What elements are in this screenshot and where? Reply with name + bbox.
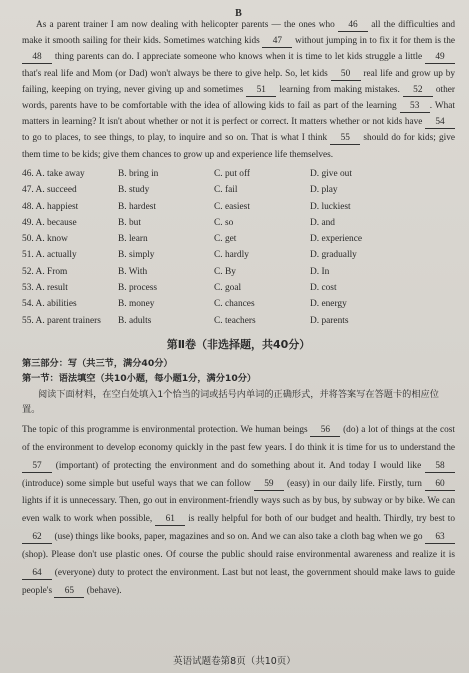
answer-blank[interactable]: 49 (425, 52, 455, 64)
grammar-fill-passage (22, 422, 455, 601)
option-choice: D. cost (310, 283, 337, 294)
option-choice: 52. A. From (22, 266, 68, 277)
option-choice: 46. A. take away (22, 168, 85, 179)
part-3-section-1-title: 第一节：语法填空（共10小题，每小题1分，满分10分） (22, 372, 257, 384)
option-choice: B. bring in (118, 168, 159, 179)
answer-blank[interactable]: 60 (425, 479, 455, 491)
cloze-passage (22, 17, 455, 163)
option-choice: D. parents (310, 315, 349, 326)
option-choice: 55. A. parent trainers (22, 315, 101, 326)
option-choice: D. In (310, 266, 330, 277)
answer-blank[interactable]: 48 (22, 52, 52, 64)
answer-blank[interactable]: 55 (330, 133, 360, 145)
option-row (22, 280, 455, 296)
passage-text: learning from making mistakes. (276, 84, 403, 95)
option-choice: B. learn (118, 234, 148, 245)
passage-text: to go to places, to see things, to play, to inquire and so on. That is what I think (22, 133, 331, 144)
option-choice: C. easiest (214, 201, 250, 212)
passage-text: The topic of this programme is environmental protection. We human beings (22, 424, 311, 435)
answer-blank[interactable]: 50 (331, 69, 361, 81)
section-2-title: 第Ⅱ卷（非选择题，共40分） (166, 337, 311, 351)
option-choice: 48. A. happiest (22, 201, 79, 212)
option-choice: D. luckiest (310, 201, 351, 212)
answer-blank[interactable]: 57 (22, 461, 52, 473)
passage-text: without jumping in to fix it for them is the (292, 36, 455, 47)
options-table (22, 166, 455, 329)
passage-text: (introduce) some simple but useful ways that we can follow (22, 478, 254, 489)
passage-text: is really helpful for both of our budget and health. Thirdly, try best to (185, 514, 456, 525)
option-choice: D. give out (310, 168, 352, 179)
option-choice: B. With (118, 266, 148, 277)
part-3-title: 第三部分：写（共三节，满分40分） (22, 357, 173, 369)
option-choice: 54. A. abilities (22, 299, 77, 310)
answer-blank[interactable]: 52 (403, 85, 433, 97)
answer-blank[interactable]: 53 (400, 101, 430, 113)
answer-blank[interactable]: 56 (310, 425, 340, 437)
passage-text: (important) of protecting the environment and do something about it. And today I would like (52, 460, 425, 471)
option-row (22, 215, 455, 231)
option-choice: B. simply (118, 250, 155, 261)
option-choice: 50. A. know (22, 234, 68, 245)
option-row (22, 166, 455, 182)
answer-blank[interactable]: 61 (155, 514, 185, 526)
answer-blank[interactable]: 47 (262, 36, 292, 48)
passage-text: lights if it is unnecessary. Then, go out in environment-friendly ways such as by bus, by subway or by bike. We can even walk to work when possible, (22, 496, 455, 525)
option-row (22, 198, 455, 214)
section-letter: B (235, 8, 242, 19)
option-choice: D. experience (310, 234, 363, 245)
answer-blank[interactable]: 54 (425, 117, 455, 129)
page-footer: 英语试题卷第8页（共10页） (173, 656, 296, 667)
option-choice: B. study (118, 185, 150, 196)
option-choice: D. energy (310, 299, 347, 310)
passage-text: thing parents can do. I appreciate someone who knows when it is time to let kids struggle a little (52, 52, 425, 63)
option-choice: B. money (118, 299, 155, 310)
option-choice: B. process (118, 283, 158, 294)
option-choice: C. teachers (214, 315, 256, 326)
option-row (22, 296, 455, 312)
option-choice: C. goal (214, 283, 242, 294)
passage-text: should do for kids; give them time to be kids; give them chances to grow up and experience life themselves. (22, 133, 456, 160)
passage-text: . What matters in learning? It isn't about whether or not it is perfect or correct. It matters whether or not kids have (22, 101, 455, 128)
option-choice: D. and (310, 217, 335, 228)
passage-text: (everyone) duty to protect the environment. Last but not least, the government should make laws to guide people's (22, 568, 455, 596)
passage-text: real life and grow up by failing, keeping on trying, never giving up and sometimes (22, 68, 455, 95)
option-choice: D. gradually (310, 250, 357, 261)
answer-blank[interactable]: 46 (338, 20, 368, 32)
option-choice: 51. A. actually (22, 250, 77, 261)
option-choice: 47. A. succeed (22, 185, 77, 196)
passage-text: (do) a lot of things at the cost of the environment to develop economy quickly in the past few years. I do think it is time for us to understand the (22, 424, 456, 453)
option-choice: C. hardly (214, 250, 249, 261)
option-choice: C. chances (214, 299, 255, 310)
option-choice: D. play (310, 185, 338, 196)
option-choice: 49. A. because (22, 217, 77, 228)
answer-blank[interactable]: 64 (22, 568, 52, 580)
option-choice: C. put off (214, 168, 251, 179)
option-choice: B. adults (118, 315, 152, 326)
passage-text: (shop). Please don't use plastic ones. Of course the public should raise environmental awareness and realize it is (22, 550, 455, 561)
passage-text: (use) things like books, paper, magazines and so on. And we can also take a cloth bag when we go (52, 532, 425, 543)
option-row (22, 313, 455, 329)
option-choice: C. fail (214, 185, 238, 196)
passage-text: (behave). (84, 585, 122, 596)
passage-text: As a parent trainer I am now dealing with helicopter parents — the ones who (36, 20, 339, 30)
answer-blank[interactable]: 59 (254, 479, 284, 491)
option-row (22, 247, 455, 263)
answer-blank[interactable]: 63 (425, 532, 455, 544)
option-choice: B. but (118, 217, 141, 228)
instructions: 阅读下面材料，在空白处填入1个恰当的词或括号内单词的正确形式，并将答案写在答题卡的相应位置。 (22, 388, 439, 416)
option-choice: 53. A. result (22, 283, 68, 294)
passage-text: that's real life and Mom (or Dad) won't always be there to give help. So, let kids (22, 68, 331, 79)
option-choice: C. so (214, 217, 234, 228)
option-row (22, 264, 455, 280)
answer-blank[interactable]: 58 (425, 461, 455, 473)
passage-text: other words, parents have to be comfortable with the idea of allowing kids to fail as part of the learning (22, 84, 455, 112)
answer-blank[interactable]: 62 (22, 532, 52, 544)
option-row (22, 182, 455, 198)
option-choice: C. By (214, 266, 236, 277)
option-row (22, 231, 455, 247)
passage-text: all the difficulties and make it smooth sailing for their kids. Sometimes watching kids (22, 20, 455, 47)
option-choice: B. hardest (118, 201, 157, 212)
passage-text: (easy) in our daily life. Firstly, turn (283, 478, 425, 489)
answer-blank[interactable]: 51 (246, 85, 276, 97)
option-choice: C. get (214, 234, 237, 245)
answer-blank[interactable]: 65 (54, 586, 84, 598)
